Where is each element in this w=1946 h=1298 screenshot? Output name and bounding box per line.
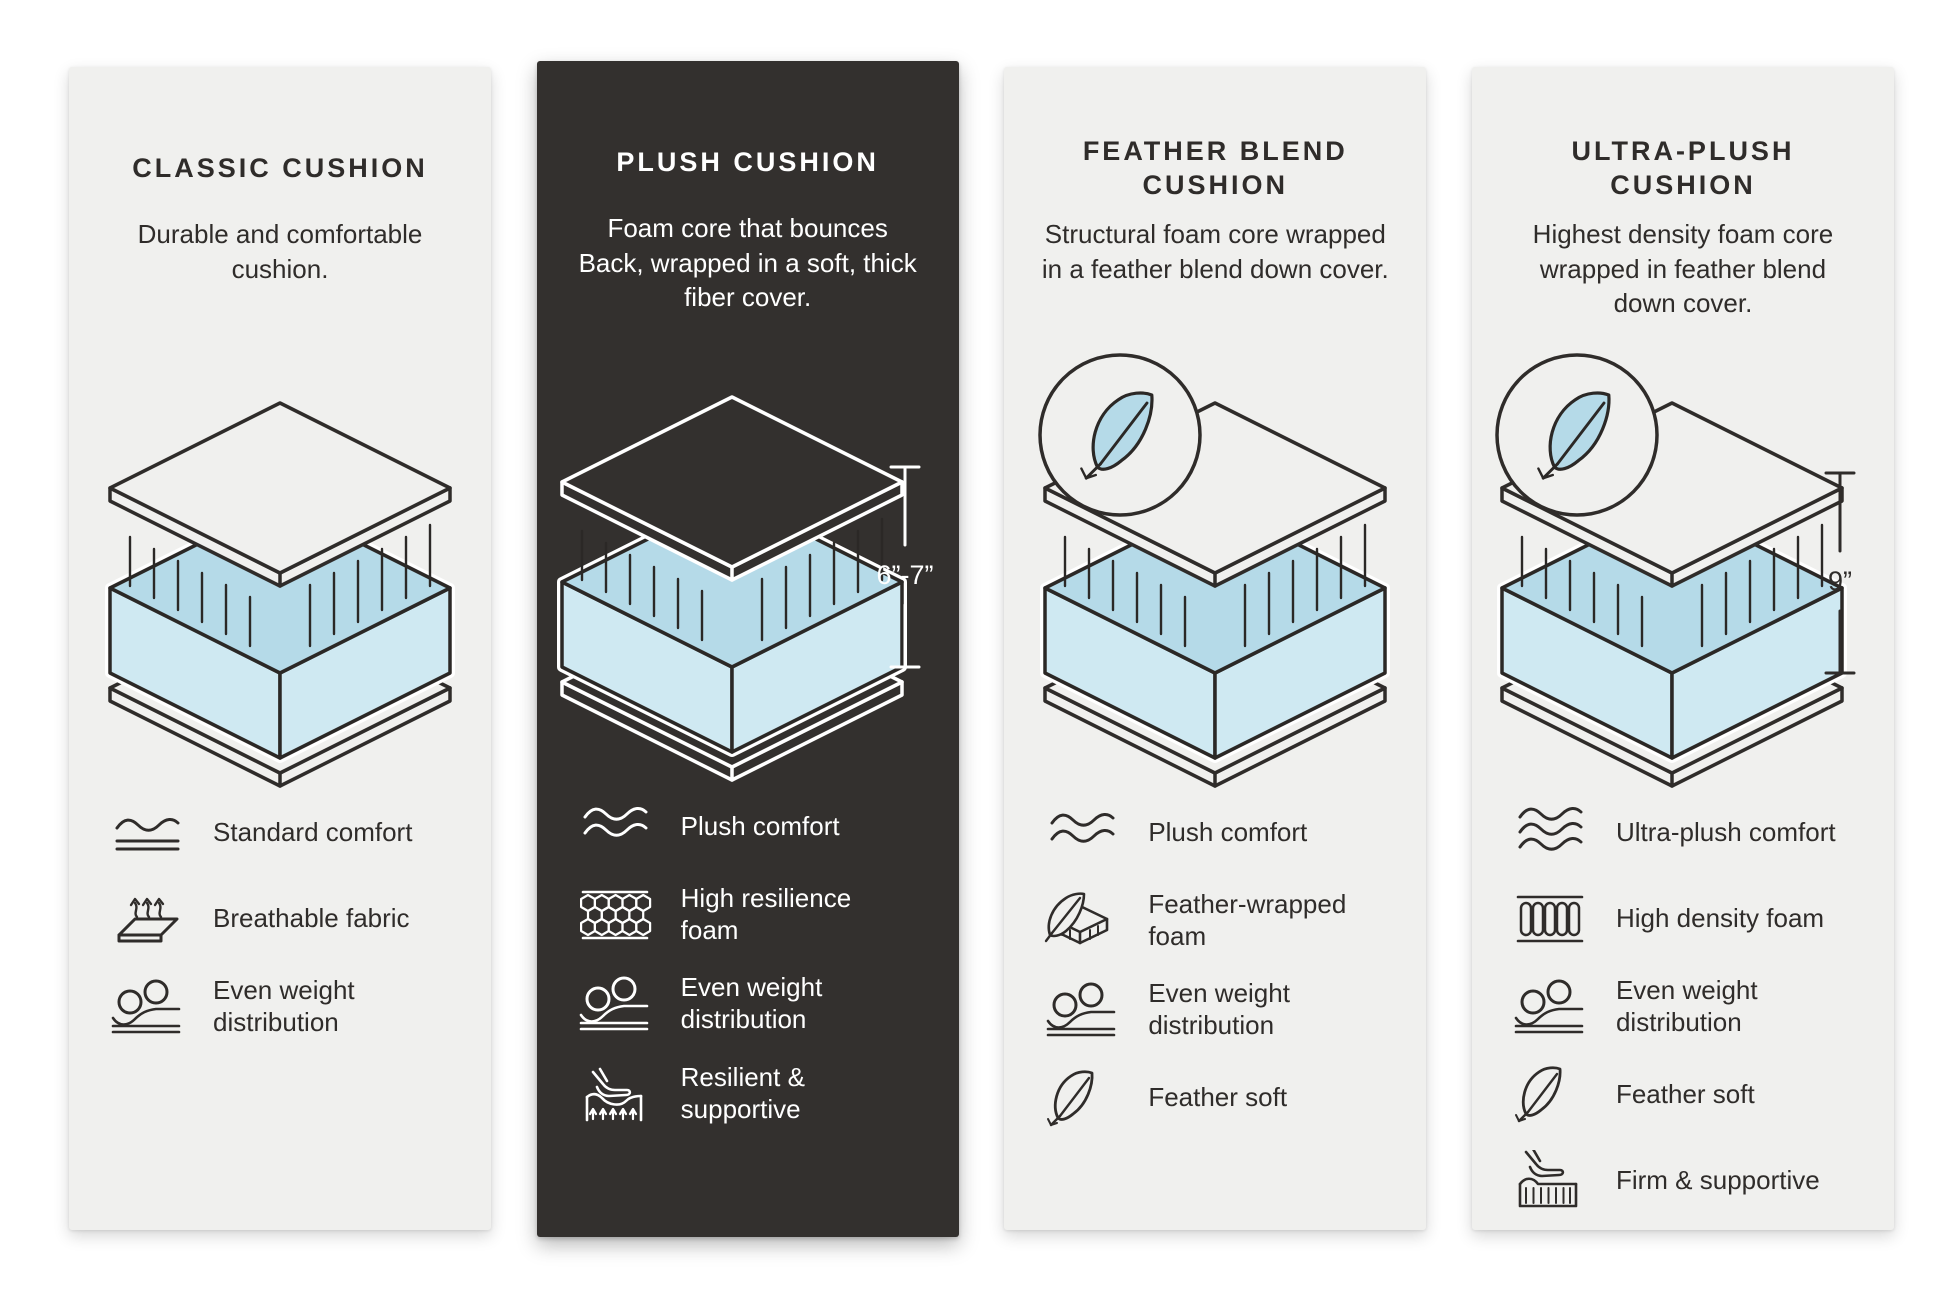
wave-single-icon (105, 803, 189, 863)
feature-row (1508, 1064, 1858, 1124)
cushion-comparison (69, 67, 1894, 1230)
feature-row (1508, 889, 1858, 949)
feather-badge-icon (1497, 355, 1657, 515)
panel-description: Foam core that bounces Back, wrapped in a soft, thick fiber cover. (578, 213, 917, 313)
foam-bars-icon (1508, 889, 1592, 949)
feature-label: Plush comfort (1148, 817, 1308, 848)
wave-triple-icon (1508, 803, 1592, 863)
measurement-label: 9” (1827, 566, 1852, 596)
wave-double-icon (573, 797, 657, 857)
breathable-icon (105, 889, 189, 949)
feather-icon (1040, 1068, 1124, 1128)
weight-distribution-icon (1040, 980, 1124, 1040)
feature-label: Standard comfort (213, 817, 413, 848)
panel-feather-blend (1004, 67, 1426, 1230)
feather-badge-icon (1040, 355, 1200, 515)
feature-label: Even weight distribution (1148, 978, 1290, 1041)
cushion-layers-diagram (69, 353, 491, 795)
cushion-layers-diagram (537, 347, 959, 789)
feature-label: Resilient & supportive (680, 1061, 805, 1124)
feature-row (573, 797, 923, 857)
feature-list (1508, 803, 1858, 1210)
feature-label: High density foam (1615, 903, 1825, 934)
feature-label: Even weight distribution (680, 972, 823, 1035)
feature-label: Feather soft (1615, 1078, 1755, 1109)
feature-row (1040, 978, 1390, 1041)
feature-label: Ultra-plush comfort (1615, 817, 1836, 848)
feature-row (573, 1062, 923, 1125)
honeycomb-icon (573, 885, 657, 945)
feature-list (105, 803, 455, 1038)
feature-row (1040, 1068, 1390, 1128)
feature-label: Even weight distribution (1615, 975, 1758, 1037)
feature-label: Even weight distribution (213, 975, 355, 1037)
panel-plush (537, 61, 959, 1237)
feature-row (573, 972, 923, 1035)
panel-description: Structural foam core wrapped in a feather blend down cover. (1041, 219, 1389, 284)
feature-label: Feather-wrapped foam (1148, 889, 1347, 951)
panel-title: FEATHER BLEND CUSHION (1082, 136, 1348, 200)
feature-label: Feather soft (1148, 1082, 1288, 1113)
panel-title: ULTRA-PLUSH CUSHION (1571, 136, 1795, 200)
measurement-label: 6”-7” (876, 560, 934, 590)
feature-label: Breathable fabric (213, 903, 410, 934)
panel-ultra-plush (1472, 67, 1894, 1230)
feature-list (573, 797, 923, 1125)
weight-distribution-icon (1508, 977, 1592, 1037)
feature-row (1508, 803, 1858, 863)
feature-row (573, 883, 923, 946)
panel-classic (69, 67, 491, 1230)
panel-description: Durable and comfortable cushion. (137, 219, 423, 284)
feature-label: High resilience foam (680, 883, 852, 945)
firm-icon (1508, 1150, 1592, 1210)
feather-icon (1508, 1064, 1592, 1124)
feature-label: Plush comfort (680, 811, 840, 842)
panel-description: Highest density foam core wrapped in feather blend down cover. (1532, 219, 1834, 319)
resilient-icon (573, 1064, 657, 1124)
feature-row (105, 889, 455, 949)
panel-title: PLUSH CUSHION (616, 147, 879, 178)
cushion-layers-diagram (1472, 353, 1894, 795)
feature-row (1508, 975, 1858, 1038)
weight-distribution-icon (573, 974, 657, 1034)
feather-wrapped-icon (1040, 891, 1124, 951)
feature-row (105, 975, 455, 1038)
cushion-layers-diagram (1004, 353, 1426, 795)
panel-title: CLASSIC CUSHION (132, 153, 428, 184)
feature-row (1508, 1150, 1858, 1210)
weight-distribution-icon (105, 977, 189, 1037)
feature-row (1040, 803, 1390, 863)
wave-double-icon (1040, 803, 1124, 863)
feature-label: Firm & supportive (1615, 1164, 1820, 1195)
feature-row (1040, 889, 1390, 952)
feature-row (105, 803, 455, 863)
feature-list (1040, 803, 1390, 1128)
